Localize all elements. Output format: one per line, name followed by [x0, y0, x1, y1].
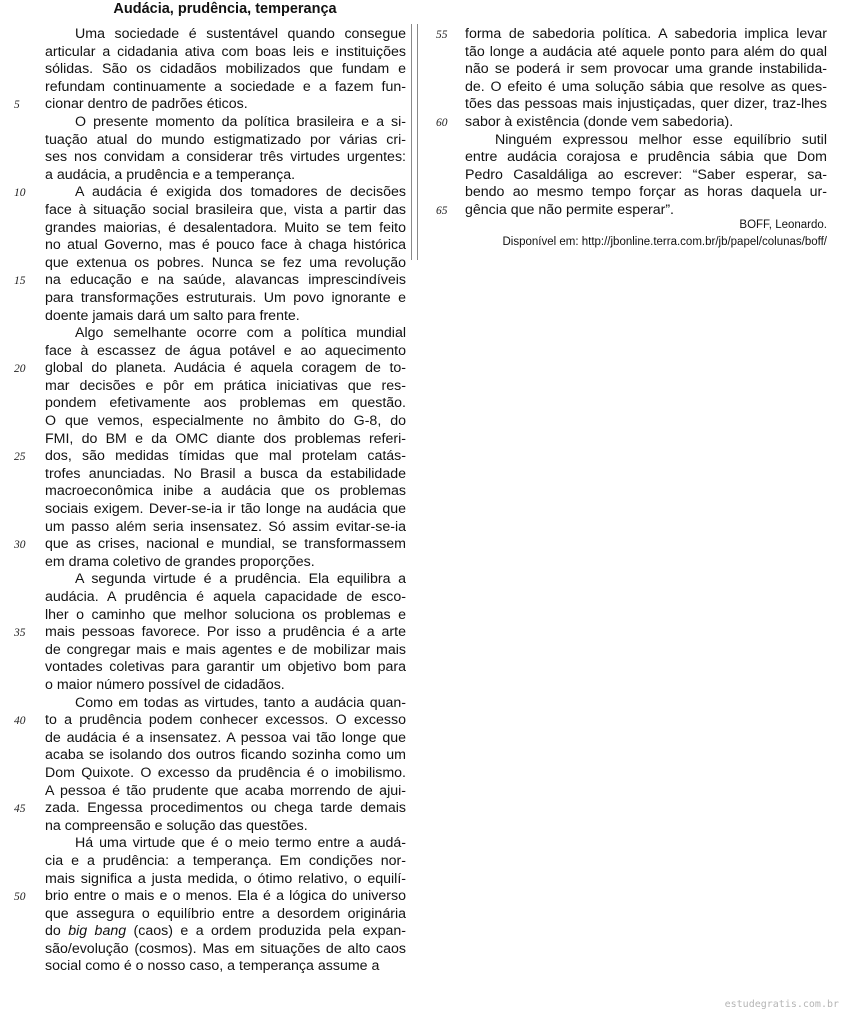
- text-line: do big bang (caos) e a ordem produzida pela expan-: [45, 923, 406, 940]
- line-number: 35: [14, 627, 26, 640]
- text-line: acaba se isolando dos outros ficando sozinha como um: [45, 747, 406, 764]
- text-line: tões das pessoas mais injustiçadas, quer dizer, traz-lhes: [465, 96, 827, 113]
- text-line: ses nos convidam a considerar três virtudes urgentes:: [45, 149, 406, 166]
- site-watermark: estudegratis.com.br: [724, 999, 839, 1010]
- text-line: brio entre o mais e o menos. Ela é a lógica do universo: [45, 888, 406, 905]
- text-line: refundam continuamente a sociedade e a fazem fun-: [45, 78, 406, 95]
- line-number: 20: [14, 363, 26, 376]
- text-line: Pedro Casaldáliga ao escrever: “Saber esperar, sa-: [465, 166, 827, 183]
- text-line: um passo além seria insensatez. Só assim evitar-se-ia: [45, 518, 406, 535]
- column-divider: [411, 24, 418, 260]
- text-line: cia e a prudência: a temperança. Em condições nor-: [45, 852, 406, 869]
- text-line: social como é o nosso caso, a temperança assume a: [45, 958, 380, 975]
- text-line: lher o caminho que melhor soluciona os problemas e: [45, 606, 406, 623]
- text-line: são/evolução (cosmos). Mas em situações de alto caos: [45, 940, 406, 957]
- text-line: a audácia, a prudência e a temperança.: [45, 166, 296, 183]
- text-line: o maior número possível de cidadãos.: [45, 676, 285, 693]
- text-line: que assegura o equilíbrio entre a desordem originária: [45, 905, 406, 922]
- text-line: na educação e na saúde, alavancas imprescindíveis: [45, 272, 406, 289]
- text-line: bendo ao mesmo tempo forçar as horas daquela ur-: [465, 184, 827, 201]
- text-line: mais significa a justa medida, o ótimo relativo, o equilí-: [45, 870, 406, 887]
- text-line: tuação atual do mundo estigmatizado por várias cri-: [45, 131, 406, 148]
- text-line: A segunda virtude é a prudência. Ela equilibra a: [75, 571, 406, 588]
- text-line: entre audácia corajosa e prudência sábia que Dom: [465, 149, 827, 166]
- text-line: cionar dentro de padrões éticos.: [45, 96, 248, 113]
- text-line: sólidas. São os cidadãos mobilizados que fundam e: [45, 61, 406, 78]
- text-line: O presente momento da política brasileira e a si-: [75, 113, 406, 130]
- line-number: 55: [436, 29, 448, 41]
- text-line: O que vemos, especialmente no âmbito do G-8, do: [45, 413, 406, 430]
- text-line: sociais exigem. Dever-se-ia ir tão longe na audácia que: [45, 501, 406, 518]
- text-line: macroeconômica inibe a audácia que os problemas: [45, 483, 406, 500]
- text-line: que as crises, nacional e mundial, se transformassem: [45, 536, 406, 553]
- right-column: [465, 26, 827, 220]
- text-line: audácia. A prudência é aquela capacidade de esco-: [45, 589, 406, 605]
- text-line: global do planeta. Audácia é aquela coragem de to-: [45, 360, 406, 377]
- line-number: 10: [14, 187, 26, 200]
- source-credit: Disponível em: http://jbonline.terra.com.br/jb/papel/colunas/boff/: [502, 236, 827, 248]
- text-line: que extenua os pobres. Nunca se fez uma revolução: [45, 254, 406, 271]
- text-line: pondem efetivamente aos problemas em questão.: [45, 395, 406, 412]
- text-line: mais pessoas favorece. Por isso a prudência é a arte: [45, 624, 406, 641]
- article-title: Audácia, prudência, temperança: [113, 1, 337, 17]
- left-column: [45, 26, 406, 976]
- text-line: forma de sabedoria política. A sabedoria implica levar: [465, 26, 827, 42]
- text-line: A audácia é exigida dos tomadores de decisões: [75, 184, 406, 201]
- line-number: 45: [14, 803, 26, 816]
- text-line: sabor à existência (donde vem sabedoria).: [465, 113, 734, 130]
- text-line: Uma sociedade é sustentável quando consegue: [75, 26, 406, 42]
- text-line: Dom Quixote. O excesso da prudência é o imobilismo.: [45, 764, 406, 781]
- text-line: não se poderá ir sem provocar uma grande instabilida-: [465, 61, 827, 78]
- line-number: 5: [14, 99, 20, 112]
- text-line: doente jamais dará um salto para frente.: [45, 307, 300, 324]
- text-line: zada. Engessa procedimentos ou chega tarde demais: [45, 800, 406, 817]
- text-line: vontades coletivas para garantir um objetivo bom para: [45, 659, 406, 676]
- text-line: tão longe a audácia até aquele ponto para além do qual: [465, 43, 827, 60]
- text-line: mar decisões e pôr em prática iniciativas que res-: [45, 377, 406, 394]
- line-number: 50: [14, 891, 26, 904]
- text-line: gência que não permite esperar”.: [465, 201, 674, 218]
- text-line: trofes anunciadas. No Brasil a busca da estabilidade: [45, 465, 406, 482]
- line-number: 60: [436, 117, 448, 129]
- text-line: Algo semelhante ocorre com a política mundial: [75, 325, 406, 342]
- text-line: de congregar mais e mais agentes e de mobilizar mais: [45, 641, 406, 658]
- text-line: para transformações estruturais. Um povo ignorante e: [45, 289, 406, 306]
- text-line: no atual Governo, mas é pouco face à chaga histórica: [45, 237, 406, 254]
- text-line: A pessoa é tão prudente que acaba morrendo de ajui-: [45, 782, 406, 799]
- text-line: grandes maiorias, é desalentadora. Muito se tem feito: [45, 219, 406, 236]
- author-credit: BOFF, Leonardo.: [739, 219, 827, 231]
- text-line: na compreensão e solução das questões.: [45, 817, 308, 834]
- text-line: Como em todas as virtudes, tanto a audácia quan-: [75, 694, 406, 711]
- text-line: dos, são medidas tímidas que mal protelam catás-: [45, 448, 406, 465]
- text-line: Há uma virtude que é o meio termo entre a audá-: [75, 835, 406, 852]
- line-number: 25: [14, 451, 26, 464]
- text-line: de. O efeito é uma solução sábia que resolve as ques-: [465, 78, 827, 95]
- text-line: FMI, do BM e da OMC diante dos problemas referi-: [45, 430, 406, 447]
- text-line: de audácia é a insensatez. A pessoa vai tão longe que: [45, 729, 406, 746]
- line-number: 65: [436, 205, 448, 217]
- text-line: em drama coletivo de grandes proporções.: [45, 553, 315, 570]
- text-line: face à escassez de água potável e ao aquecimento: [45, 342, 406, 359]
- text-line: Ninguém expressou melhor esse equilíbrio sutil: [495, 131, 827, 148]
- text-line: face à situação social brasileira que, vista a partir das: [45, 201, 406, 218]
- line-number: 15: [14, 275, 26, 288]
- line-number: 40: [14, 715, 26, 728]
- text-line: to a prudência podem conhecer excessos. O excesso: [45, 712, 406, 729]
- text-line: articular a cidadania ativa com boas leis e instituições: [45, 43, 406, 60]
- line-number: 30: [14, 539, 26, 552]
